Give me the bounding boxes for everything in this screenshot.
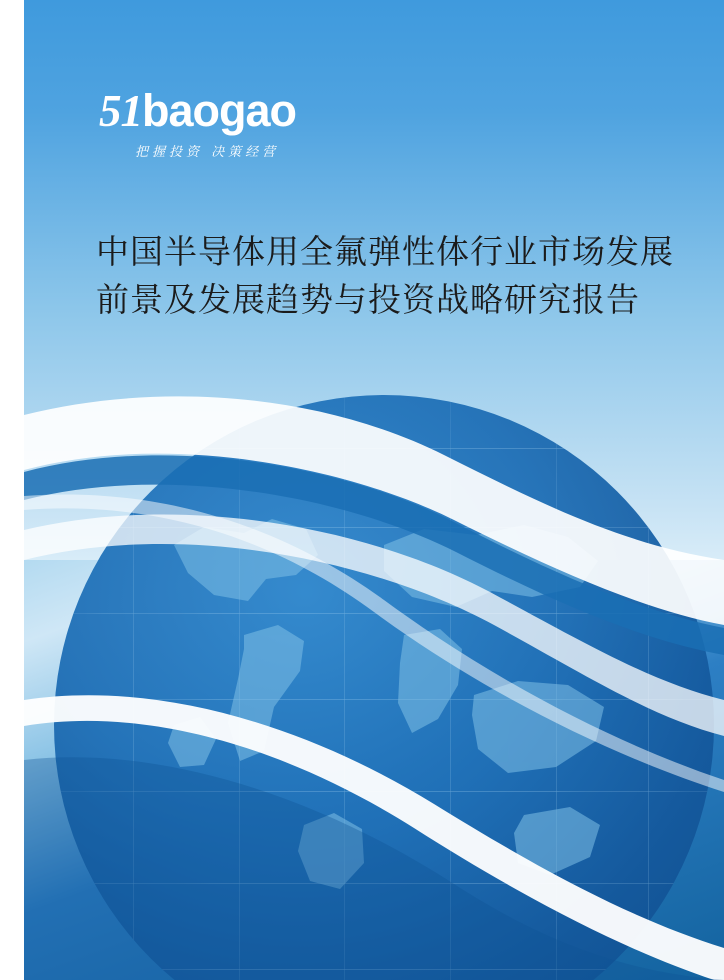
cover-artwork <box>24 0 724 980</box>
logo-number: 51 <box>99 86 142 136</box>
page-left-margin <box>0 0 24 980</box>
logo-tagline: 把握投资 决策经营 <box>135 145 280 160</box>
report-title: 中国半导体用全氟弹性体行业市场发展前景及发展趋势与投资战略研究报告 <box>96 232 674 319</box>
logo-wordmark <box>99 85 329 137</box>
logo-word: baogao <box>142 85 297 136</box>
company-logo <box>99 85 329 165</box>
